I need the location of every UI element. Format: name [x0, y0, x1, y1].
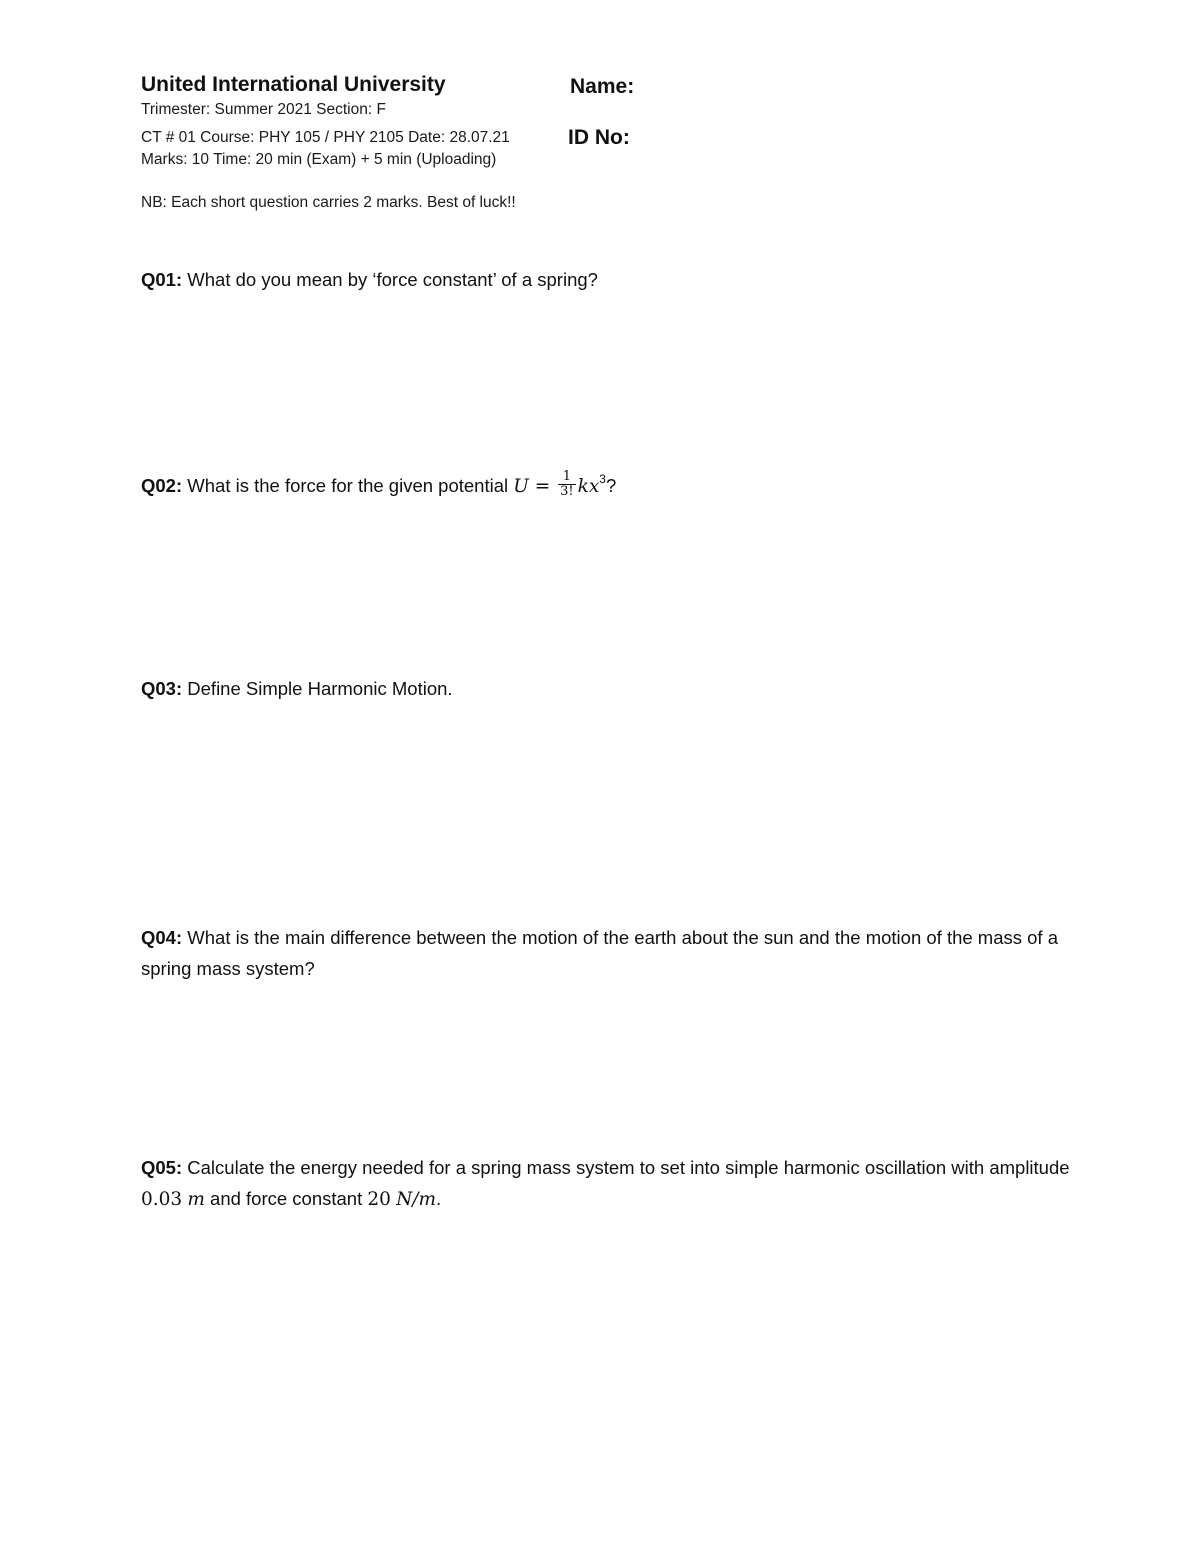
question-5-label: Q05:: [141, 1157, 183, 1178]
marks-line: Marks: 10 Time: 20 min (Exam) + 5 min (Uploading): [141, 151, 497, 168]
fraction-denominator: 3!: [560, 483, 574, 499]
question-5-end: .: [436, 1188, 442, 1209]
exponent: 3: [599, 472, 606, 486]
potential-symbol: U: [513, 476, 529, 498]
question-3: [141, 673, 1071, 704]
question-2-end: ?: [605, 475, 617, 497]
question-4-text: What is the main difference between the motion of the earth about the sun and the motion of the mass of a spring mass system?: [141, 927, 1058, 979]
question-3-label: Q03:: [141, 678, 183, 699]
question-1-label: Q01:: [141, 269, 183, 290]
question-2: [141, 466, 1071, 502]
question-3-text: Define Simple Harmonic Motion.: [182, 678, 453, 699]
university-title: United International University: [141, 73, 446, 96]
amplitude-value: 0.03: [141, 1189, 183, 1210]
trimester-line: Trimester: Summer 2021 Section: F: [141, 101, 386, 118]
question-5: [141, 1152, 1071, 1215]
course-line: CT # 01 Course: PHY 105 / PHY 2105 Date: 28.07.21: [141, 129, 510, 146]
question-1: [141, 264, 1071, 295]
name-label: Name:: [570, 75, 635, 98]
instructions-note: NB: Each short question carries 2 marks. Best of luck!!: [141, 194, 516, 211]
force-constant-value: 20: [367, 1189, 391, 1210]
question-2-label: Q02:: [141, 475, 183, 497]
force-constant-unit: N/m: [396, 1189, 437, 1210]
question-2-text: What is the force for the given potential: [182, 475, 514, 497]
fraction: [558, 470, 576, 499]
kx-term: kx: [577, 476, 600, 498]
question-4-label: Q04:: [141, 927, 183, 948]
question-5-text: Calculate the energy needed for a spring mass system to set into simple harmonic oscillation with amplitude: [182, 1157, 1070, 1178]
question-1-text: What do you mean by ‘force constant’ of a spring?: [182, 269, 598, 290]
amplitude-unit: m: [187, 1189, 205, 1210]
fraction-numerator: 1: [558, 470, 576, 485]
question-4: [141, 922, 1071, 984]
equals-sign: =: [528, 476, 557, 498]
question-5-mid: and force constant: [204, 1188, 368, 1209]
id-label: ID No:: [568, 126, 630, 149]
